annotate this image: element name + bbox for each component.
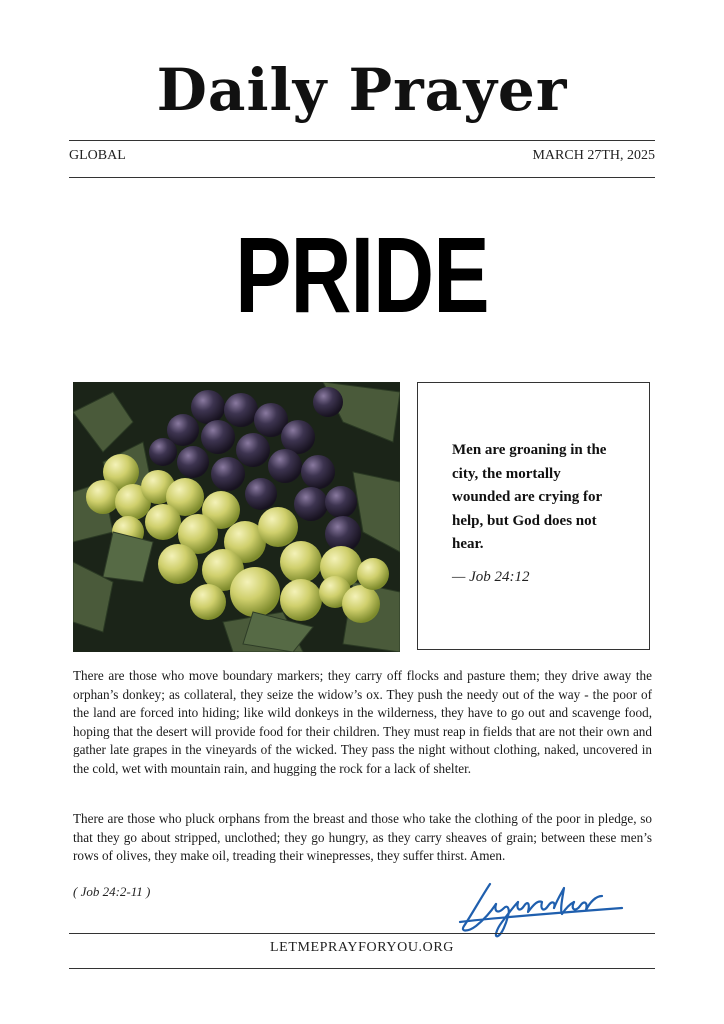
scripture-citation: ( Job 24:2-11 ): [73, 884, 151, 899]
footer-bottom-rule: [69, 968, 655, 969]
quote-text: Men are groaning in the city, the mortally wounded are crying for help, but God does not hear.: [452, 442, 607, 552]
meta-row: [69, 148, 655, 164]
masthead-title: Daily Prayer: [156, 56, 568, 124]
region-label: GLOBAL: [69, 148, 126, 163]
headline: PRIDE: [235, 214, 489, 335]
footer-top-rule: [69, 933, 655, 934]
date-label: MARCH 27TH, 2025: [532, 148, 655, 163]
meta-bottom-rule: [69, 177, 655, 178]
quote-box: [417, 382, 650, 650]
footer-website[interactable]: LETMEPRAYFORYOU.ORG: [270, 940, 454, 955]
top-rule: [69, 140, 655, 141]
signature: [452, 874, 632, 940]
body-paragraph-1: There are those who move boundary markers; they carry off flocks and pasture them; they drive away the orphan’s donkey; as collateral, they seize the widow’s ox. They push the needy out of the way - the poor of the land are forced into hiding; like wild donkeys in the wilderness, they have to go out and scavenge food, hoping that the desert will provide food for their children. They must reap in fields that are not their own and gather late grapes in the vineyards of the wicked. They pass the night without clothing, naked, uncovered in the cold, wet with mountain rain, and hugging the rock for a lack of shelter.: [73, 668, 652, 776]
body-paragraph-2: There are those who pluck orphans from the breast and those who take the clothing of the poor in pledge, so that they go about stripped, unclothed; they go hungry, as they carry sheaves of grain; between these men’s rows of olives, they make oil, treading their winepresses, they suffer thirst. Amen.: [73, 811, 652, 864]
grapes-photo: [73, 382, 400, 652]
quote-reference: — Job 24:12: [452, 569, 530, 585]
